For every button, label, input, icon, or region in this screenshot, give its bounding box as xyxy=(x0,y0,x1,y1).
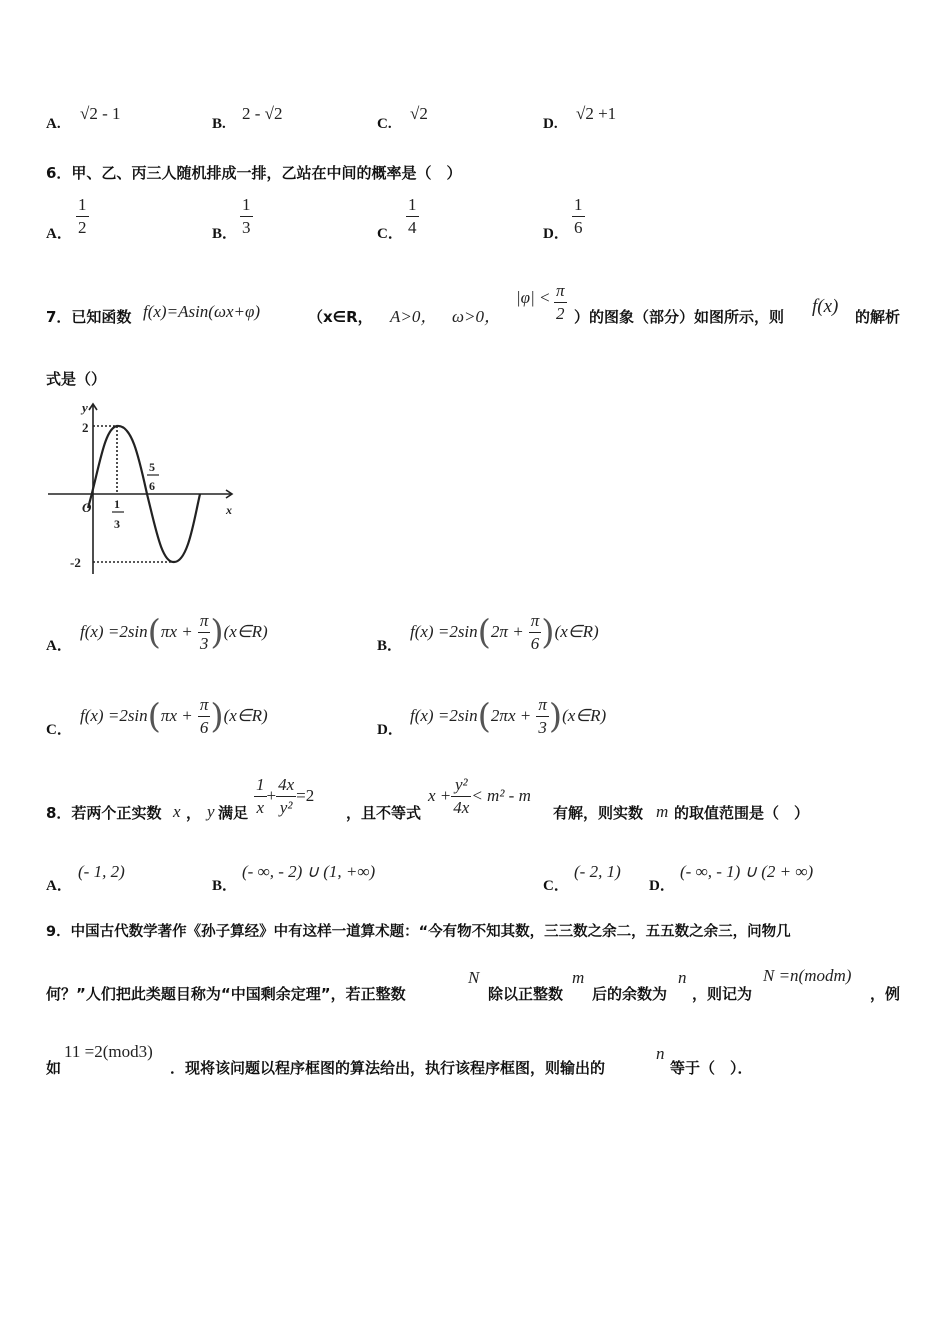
q9-line2 xyxy=(0,966,950,1006)
q9-example: 11 =2(mod3) xyxy=(64,1042,153,1061)
q7-fx: f(x) xyxy=(812,296,839,317)
q7-cond1: （x∈R， xyxy=(308,308,373,326)
q7-option-b-label: B． xyxy=(377,638,403,654)
q5-option-c-label: C. xyxy=(377,116,392,132)
q7-prefix: 7．已知函数 xyxy=(46,308,132,326)
q7-function: f(x)=Asin(ωx+φ) xyxy=(143,302,261,321)
q7-option-c-expr: f(x) =2sin(πx + $\frac{\pi}{6}$ )(x∈R) xyxy=(80,695,268,737)
q9-line2-b: 除以正整数 xyxy=(488,985,564,1003)
graph-y-label: y xyxy=(82,400,88,415)
q6-question: 6．甲、乙、丙三人随机排成一排，乙站在中间的概率是（ ） xyxy=(46,164,462,182)
q6-options xyxy=(0,192,950,252)
q7-option-d-expr: f(x) =2sin(2πx + $\frac{\pi}{3}$ )(x∈R) xyxy=(410,695,607,737)
q9-N: N xyxy=(468,968,480,987)
q9-line1: 9．中国古代数学著作《孙子算经》中有这样一道算术题：“今有物不知其数，三三数之余二，五五数之余三，问物几 xyxy=(46,924,791,940)
q9-line3-c: 等于（ ）． xyxy=(670,1059,753,1077)
q5-option-c-expr: √2 xyxy=(410,104,428,123)
q9-line3-a: 如 xyxy=(46,1059,62,1077)
q8-option-d-label: D． xyxy=(649,878,675,894)
q6-option-d-label: D． xyxy=(543,226,569,242)
q8-question xyxy=(0,772,950,832)
q8-option-b-label: B． xyxy=(212,878,238,894)
q7-option-b-expr: f(x) =2sin(2π + $\frac{\pi}{6}$ )(x∈R) xyxy=(410,611,599,653)
graph-tick2-num: 5 xyxy=(149,460,155,474)
q9-line2-a: 何？”人们把此类题目称为“中国剩余定理”，若正整数 xyxy=(46,985,406,1003)
q9-m: m xyxy=(572,968,585,987)
q7-question-line2: 式是（） xyxy=(46,370,107,388)
q6-option-b-label: B． xyxy=(212,226,238,242)
graph-origin: O xyxy=(82,500,92,515)
q8-y: y xyxy=(207,802,215,821)
graph-tick1-den: 3 xyxy=(114,517,120,531)
q8-options xyxy=(0,856,950,896)
q7-option-a-label: A． xyxy=(46,638,72,654)
q7-option-c-label: C． xyxy=(46,722,72,738)
q8-equation: $\frac{1}{x}$ + $\frac{4x}{\text{y²}}$ =2 xyxy=(256,775,315,817)
q7-option-a-expr: f(x) =2sin(πx + $\frac{\pi}{3}$ )(x∈R) xyxy=(80,611,268,653)
q5-options xyxy=(0,98,950,138)
q8-option-a-label: A． xyxy=(46,878,72,894)
q7-cond3: ω>0， xyxy=(452,307,501,326)
q6-option-b-frac: $\frac{1}{3}$ xyxy=(242,195,251,237)
q9-formula: N =n(modm) xyxy=(763,966,852,985)
q5-option-a-expr: √2 - 1 xyxy=(80,104,121,123)
q9-line3-b: ．现将该问题以程序框图的算法给出，执行该程序框图，则输出的 xyxy=(170,1059,606,1077)
q8-option-b-expr: (- ∞, - 2) ∪ (1, +∞) xyxy=(242,862,376,881)
q7-options-row2 xyxy=(0,690,950,740)
q7-question-line1 xyxy=(0,282,950,332)
q8-option-a-expr: (- 1, 2) xyxy=(78,862,125,881)
q8-satisfy: 满足 xyxy=(218,804,249,822)
q8-option-c-label: C． xyxy=(543,878,569,894)
q9-line3 xyxy=(0,1040,950,1080)
q8-m: m xyxy=(656,802,669,821)
q7-cond4: |φ| < xyxy=(516,288,551,307)
q9-n: n xyxy=(678,968,687,987)
q7-pi-over-2: $\frac{\pi}{2}$ xyxy=(556,281,565,323)
q7-suffix: 的解析 xyxy=(855,308,901,326)
graph-tick1-num: 1 xyxy=(114,497,120,511)
graph-y-max: 2 xyxy=(82,420,89,435)
q8-sep: ， xyxy=(186,804,202,822)
q5-option-b-expr: 2 - √2 xyxy=(242,104,283,123)
q6-option-a-frac: $\frac{1}{2}$ xyxy=(78,195,87,237)
q9-n2: n xyxy=(656,1044,665,1063)
q7-option-d-label: D． xyxy=(377,722,403,738)
graph-tick2-den: 6 xyxy=(149,479,155,493)
q7-cond2: A>0， xyxy=(390,307,438,326)
q8-inequality: x + $\frac{\text{y²}}{4x}$ < m² - m xyxy=(428,775,531,817)
q8-option-d-expr: (- ∞, - 1) ∪ (2 + ∞) xyxy=(680,862,814,881)
graph-y-min: -2 xyxy=(70,555,81,570)
q8-x: x xyxy=(173,802,181,821)
q5-option-a-label: A. xyxy=(46,116,61,132)
q5-option-b-label: B. xyxy=(212,116,226,132)
q6-option-d-frac: $\frac{1}{6}$ xyxy=(574,195,583,237)
q7-mid: ）的图象（部分）如图所示，则 xyxy=(574,308,785,326)
q8-end: 的取值范围是（ ） xyxy=(674,804,810,822)
q8-ineq-text: ，且不等式 xyxy=(346,804,422,822)
q9-line2-c: 后的余数为 xyxy=(592,985,668,1003)
q8-prefix: 8．若两个正实数 xyxy=(46,804,162,822)
q9-line2-e: ，例 xyxy=(870,985,901,1003)
q8-after: 有解，则实数 xyxy=(553,804,644,822)
q8-option-c-expr: (- 2, 1) xyxy=(574,862,621,881)
q7-options-row1 xyxy=(0,606,950,656)
q6-option-c-frac: $\frac{1}{4}$ xyxy=(408,195,417,237)
q6-option-c-label: C． xyxy=(377,226,403,242)
q5-option-d-label: D. xyxy=(543,116,558,132)
graph-x-label: x xyxy=(226,503,232,517)
q5-option-d-expr: √2 +1 xyxy=(576,104,617,123)
q9-line2-d: ，则记为 xyxy=(692,985,753,1003)
q7-sine-graph xyxy=(44,398,240,576)
q6-option-a-label: A． xyxy=(46,226,72,242)
